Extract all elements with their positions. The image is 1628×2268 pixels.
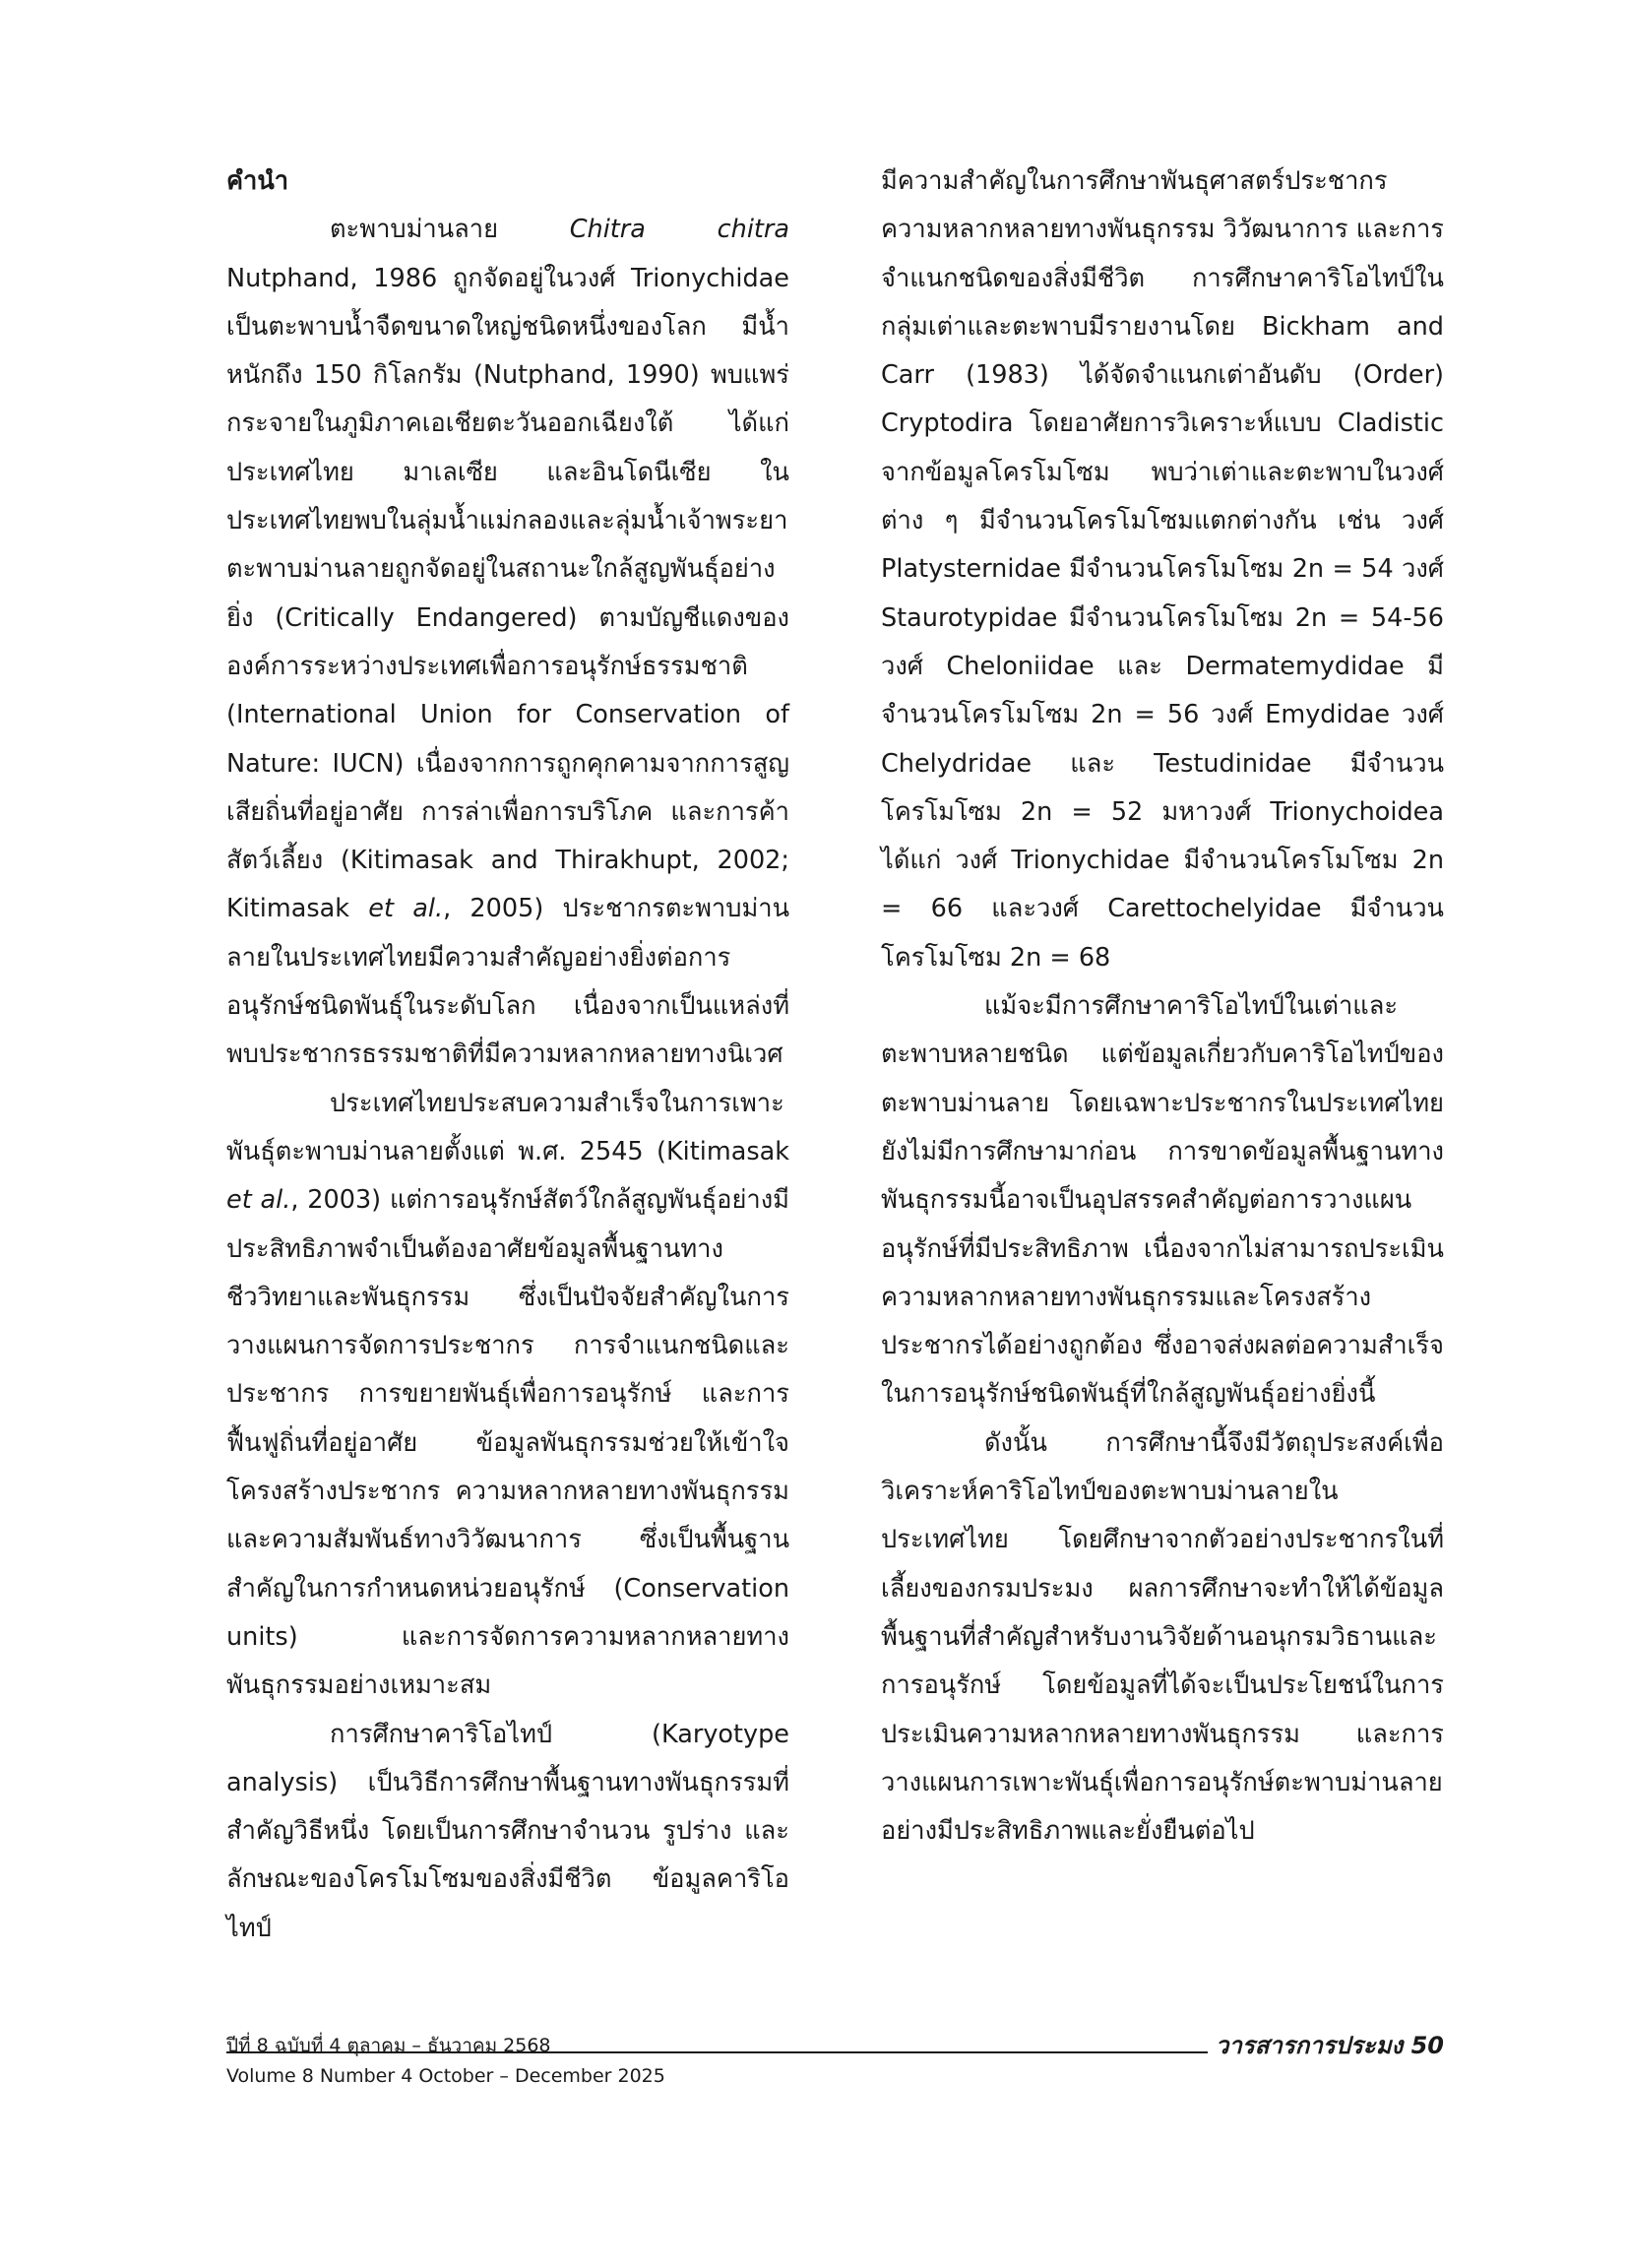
et-al: et al.	[226, 1185, 291, 1216]
et-al: et al.	[368, 894, 444, 924]
paragraph-species-overview	[226, 206, 789, 1079]
paragraph-text: Nutphand, 1986 ถูกจัดอยู่ในวงศ์ Trionychidae เป็นตะพาบน้ำจืดขนาดใหญ่ชนิดหนึ่งของโลก มีน้ำหนักถึง 150 กิโลกรัม (Nutphand, 1990) พบแพร่กระจายในภูมิภาคเอเชียตะวันออกเฉียงใต้ ได้แก่ ประเทศไทย มาเลเซีย และอินโดนีเซีย ในประเทศไทยพบในลุ่มน้ำแม่กลองและลุ่มน้ำเจ้าพระยา ตะพาบม่านลายถูกจัดอยู่ในสถานะใกล้สูญพันธุ์อย่างยิ่ง (Critically Endangered) ตามบัญชีแดงขององค์การระหว่างประเทศเพื่อการอนุรักษ์ธรรมชาติ (International Union for Conservation of Nature: IUCN) เนื่องจากการถูกคุกคามจากการสูญเสียถิ่นที่อยู่อาศัย การล่าเพื่อการบริโภค และการค้าสัตว์เลี้ยง (Kitimasak and Thirakhupt, 2002; Kitimasak	[226, 263, 789, 924]
paragraph-text: , 2003) แต่การอนุรักษ์สัตว์ใกล้สูญพันธุ์อย่างมีประสิทธิภาพจำเป็นต้องอาศัยข้อมูลพื้นฐานทางชีววิทยาและพันธุกรรม ซึ่งเป็นปัจจัยสำคัญในการวางแผนการจัดการประชากร การจำแนกชนิดและประชากร การขยายพันธุ์เพื่อการอนุรักษ์ และการฟื้นฟูถิ่นที่อยู่อาศัย ข้อมูลพันธุกรรมช่วยให้เข้าใจโครงสร้างประชากร ความหลากหลายทางพันธุกรรม และความสัมพันธ์ทางวิวัฒนาการ ซึ่งเป็นพื้นฐานสำคัญในการกำหนดหน่วยอนุรักษ์ (Conservation units) และการจัดการความหลากหลายทางพันธุกรรมอย่างเหมาะสม	[226, 1185, 789, 1701]
species-name: Chitra chitra	[569, 215, 790, 245]
section-heading-introduction: คำนำ	[226, 166, 289, 196]
paragraph-knowledge-gap: แม้จะมีการศึกษาคาริโอไทป์ในเต่าและตะพาบหลายชนิด แต่ข้อมูลเกี่ยวกับคาริโอไทป์ของตะพาบม่านลาย โดยเฉพาะประชากรในประเทศไทยยังไม่มีการศึกษามาก่อน การขาดข้อมูลพื้นฐานทางพันธุกรรมนี้อาจเป็นอุปสรรคสำคัญต่อการวางแผนอนุรักษ์ที่มีประสิทธิภาพ เนื่องจากไม่สามารถประเมินความหลากหลายทางพันธุกรรมและโครงสร้างประชากรได้อย่างถูกต้อง ซึ่งอาจส่งผลต่อความสำเร็จในการอนุรักษ์ชนิดพันธุ์ที่ใกล้สูญพันธุ์อย่างยิ่งนี้	[881, 991, 1444, 1410]
paragraph-text: ตะพาบม่านลาย	[330, 215, 570, 245]
footer-issue-english: Volume 8 Number 4 October – December 2025	[226, 2065, 665, 2087]
paragraph-text: , 2005) ประชากรตะพาบม่านลายในประเทศไทยมีความสำคัญอย่างยิ่งต่อการอนุรักษ์ชนิดพันธุ์ในระดับโลก เนื่องจากเป็นแหล่งที่พบประชากรธรรมชาติที่มีความหลากหลายทางนิเวศ	[226, 894, 789, 1070]
paragraph-karyotype-analysis: การศึกษาคาริโอไทป์ (Karyotype analysis) เป็นวิธีการศึกษาพื้นฐานทางพันธุกรรมที่สำคัญวิธีหนึ่ง โดยเป็นการศึกษาจำนวน รูปร่าง และลักษณะของโครโมโซมของสิ่งมีชีวิต ข้อมูลคาริโอไทป์	[226, 1719, 789, 1943]
paragraph-karyotype-literature: มีความสำคัญในการศึกษาพันธุศาสตร์ประชากร ความหลากหลายทางพันธุกรรม วิวัฒนาการ และการจำแนกชนิดของสิ่งมีชีวิต การศึกษาคาริโอไทป์ในกลุ่มเต่าและตะพาบมีรายงานโดย Bickham and Carr (1983) ได้จัดจำแนกเต่าอันดับ (Order) Cryptodira โดยอาศัยการวิเคราะห์แบบ Cladistic จากข้อมูลโครโมโซม พบว่าเต่าและตะพาบในวงศ์ต่าง ๆ มีจำนวนโครโมโซมแตกต่างกัน เช่น วงศ์ Platysternidae มีจำนวนโครโมโซม 2n = 54 วงศ์ Staurotypidae มีจำนวนโครโมโซม 2n = 54-56 วงศ์ Cheloniidae และ Dermatemydidae มีจำนวนโครโมโซม 2n = 56 วงศ์ Emydidae วงศ์ Chelydridae และ Testudinidae มีจำนวนโครโมโซม 2n = 52 มหาวงศ์ Trionychoidea ได้แก่ วงศ์ Trionychidae มีจำนวนโครโมโซม 2n = 66 และวงศ์ Carettochelyidae มีจำนวนโครโมโซม 2n = 68	[881, 166, 1444, 973]
left-column	[226, 158, 789, 1953]
right-column	[881, 158, 1444, 1856]
footer-issue-thai: ปีที่ 8 ฉบับที่ 4 ตุลาคม – ธันวาคม 2568	[226, 2035, 551, 2056]
paragraph-objective: ดังนั้น การศึกษานี้จึงมีวัตถุประสงค์เพื่อวิเคราะห์คาริโอไทป์ของตะพาบม่านลายในประเทศไทย โดยศึกษาจากตัวอย่างประชากรในที่เลี้ยงของกรมประมง ผลการศึกษาจะทำให้ได้ข้อมูลพื้นฐานที่สำคัญสำหรับงานวิจัยด้านอนุกรมวิธานและการอนุรักษ์ โดยข้อมูลที่ได้จะเป็นประโยชน์ในการประเมินความหลากหลายทางพันธุกรรม และการวางแผนการเพาะพันธุ์เพื่อการอนุรักษ์ตะพาบม่านลายอย่างมีประสิทธิภาพและยั่งยืนต่อไป	[881, 1427, 1444, 1847]
paragraph-breeding-success	[226, 1080, 789, 1711]
paragraph-text: ประเทศไทยประสบความสำเร็จในการเพาะพันธุ์ตะพาบม่านลายตั้งแต่ พ.ศ. 2545 (Kitimasak	[226, 1088, 789, 1166]
footer-journal-page: วารสารการประมง 50	[1208, 2031, 1444, 2060]
